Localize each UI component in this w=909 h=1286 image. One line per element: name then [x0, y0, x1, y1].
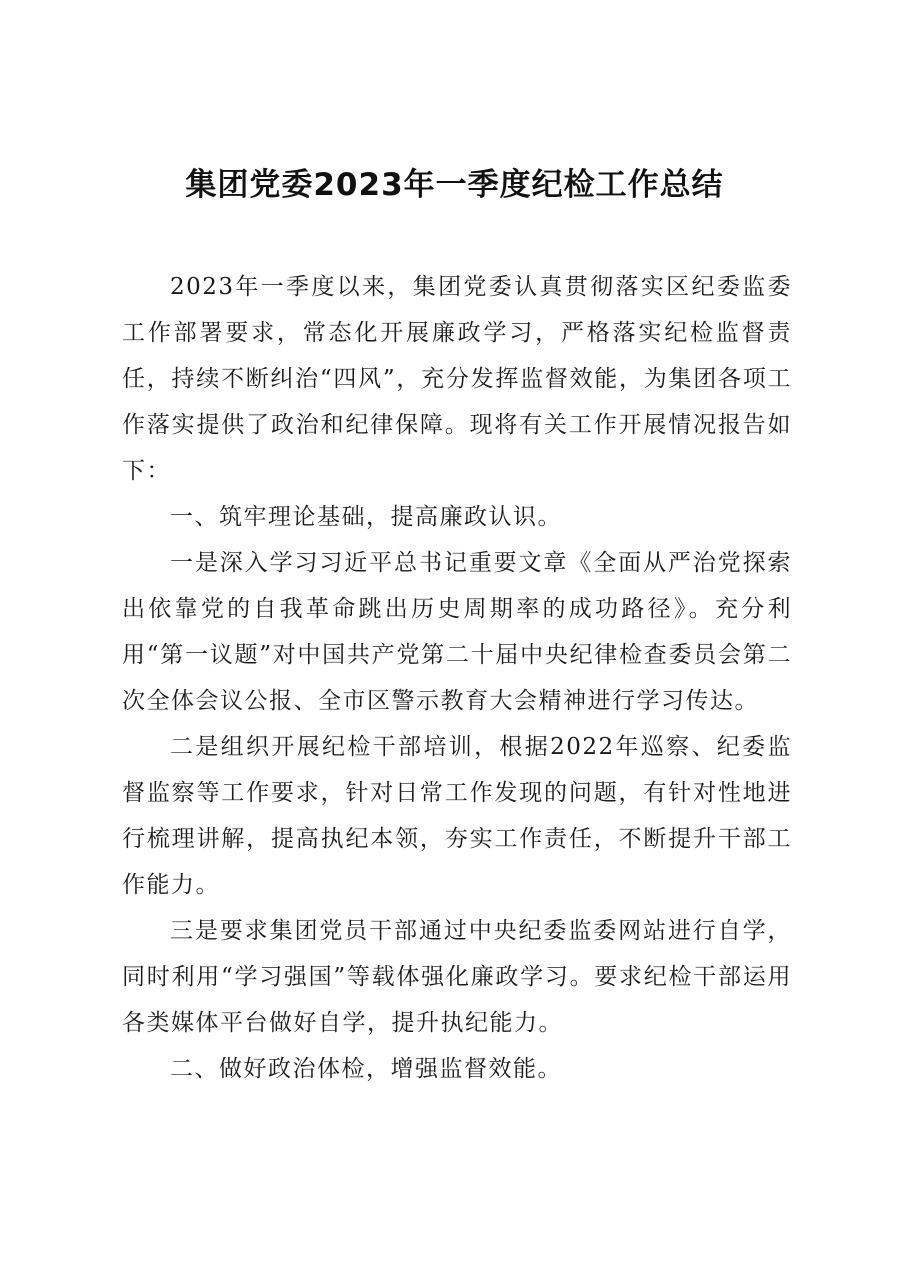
paragraph-intro: 2023年一季度以来，集团党委认真贯彻落实区纪委监委工作部署要求，常态化开展廉政学习，严格落实纪检监督责任，持续不断纠治“四风”，充分发挥监督效能，为集团各项工作落实提供了政治和纪律保障。现将有关工作开展情况报告如下： — [122, 274, 792, 484]
paragraph-item-3: 三是要求集团党员干部通过中央纪委监委网站进行自学，同时利用“学习强国”等载体强化廉政学习。要求纪检干部运用各类媒体平台做好自学，提升执纪能力。 — [122, 918, 792, 1036]
document-body — [122, 264, 792, 1092]
section-heading-2: 二、做好政治体检，增强监督效能。 — [170, 1056, 562, 1082]
document-title: 集团党委2023年一季度纪检工作总结 — [185, 167, 724, 203]
paragraph-item-1: 一是深入学习习近平总书记重要文章《全面从严治党探索出依靠党的自我革命跳出历史周期率的成功路径》。充分利用“第一议题”对中国共产党第二十届中央纪律检查委员会第二次全体会议公报、全市区警示教育大会精神进行学习传达。 — [122, 550, 792, 714]
paragraph-item-2: 二是组织开展纪检干部培训，根据2022年巡察、纪委监督监察等工作要求，针对日常工作发现的问题，有针对性地进行梳理讲解，提高执纪本领，夯实工作责任，不断提升干部工作能力。 — [122, 734, 792, 898]
section-heading-1: 一、筑牢理论基础，提高廉政认识。 — [170, 504, 562, 530]
